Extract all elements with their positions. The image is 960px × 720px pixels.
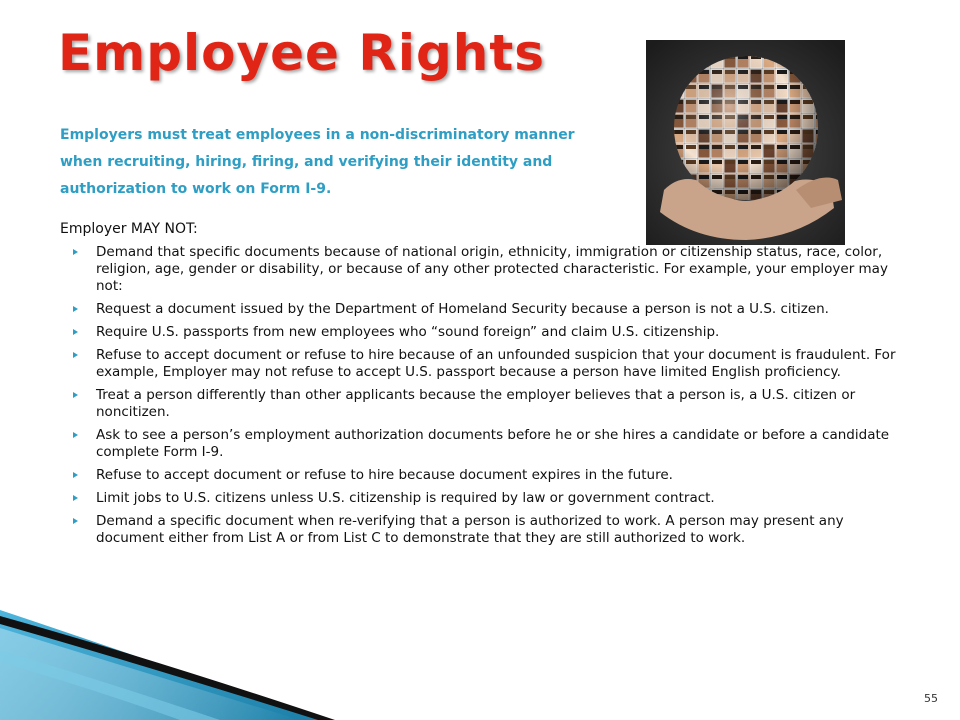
list-item (60, 301, 910, 318)
page-number: 55 (924, 692, 938, 705)
intro-line: Employers must treat employees in a non-discriminatory manner (60, 127, 575, 143)
intro-line: authorization to work on Form I-9. (60, 181, 332, 197)
list-item (60, 467, 910, 484)
list-item (60, 244, 910, 295)
globe-photo-illustration (646, 40, 845, 245)
corner-wave-decoration (0, 610, 340, 720)
bullet-text: Request a document issued by the Department of Homeland Security because a person is not a U.S. citizen. (96, 301, 829, 317)
section-heading: Employer MAY NOT: (60, 221, 198, 237)
bullet-text: Ask to see a person’s employment authorization documents before he or she hires a candidate or before a candidate complete Form I-9. (96, 427, 890, 460)
bullet-text: Refuse to accept document or refuse to hire because document expires in the future. (96, 467, 673, 483)
bullet-arrow-icon (73, 392, 78, 398)
slide-title: Employee Rights (58, 24, 546, 82)
list-item (60, 324, 910, 341)
bullet-text: Demand that specific documents because of national origin, ethnicity, immigration or citizenship status, race, color, religion, age, gender or disability, or because of any other protected characteristic. For example, your employer may not: (96, 244, 888, 294)
bullet-arrow-icon (73, 352, 78, 358)
list-item (60, 427, 910, 461)
list-item (60, 513, 910, 547)
list-item (60, 387, 910, 421)
bullet-arrow-icon (73, 329, 78, 335)
bullet-list (60, 244, 910, 553)
bullet-text: Treat a person differently than other applicants because the employer believes that a person is, a U.S. citizen or noncitizen. (96, 387, 856, 420)
bullet-arrow-icon (73, 518, 78, 524)
globe-of-faces-photo (646, 40, 845, 245)
intro-line: when recruiting, hiring, firing, and verifying their identity and (60, 154, 553, 170)
bullet-text: Refuse to accept document or refuse to hire because of an unfounded suspicion that your document is fraudulent. For example, Employer may not refuse to accept U.S. passport because a person have limited English proficiency. (96, 347, 896, 380)
bullet-arrow-icon (73, 306, 78, 312)
bullet-text: Limit jobs to U.S. citizens unless U.S. citizenship is required by law or government contract. (96, 490, 715, 506)
bullet-text: Demand a specific document when re-verifying that a person is authorized to work. A person may present any document either from List A or from List C to demonstrate that they are still authorized to work. (96, 513, 844, 546)
bullet-arrow-icon (73, 249, 78, 255)
list-item (60, 347, 910, 381)
bullet-text: Require U.S. passports from new employees who “sound foreign” and claim U.S. citizenship. (96, 324, 720, 340)
bullet-arrow-icon (73, 432, 78, 438)
intro-paragraph (60, 122, 620, 203)
list-item (60, 490, 910, 507)
bullet-arrow-icon (73, 472, 78, 478)
bullet-arrow-icon (73, 495, 78, 501)
